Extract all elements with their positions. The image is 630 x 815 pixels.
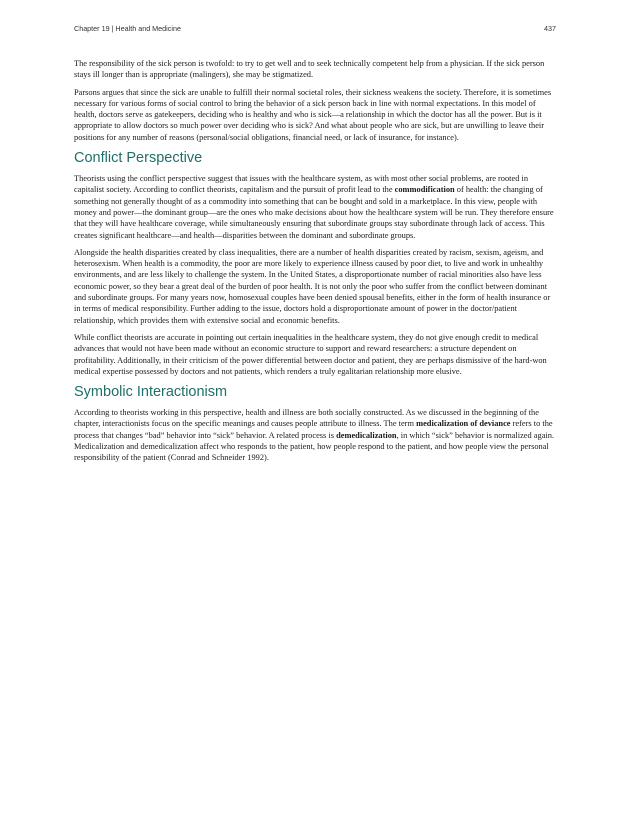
- page-number: 437: [544, 24, 556, 33]
- paragraph-medicalization: [74, 407, 556, 463]
- paragraph-sick-role-responsibility: The responsibility of the sick person is twofold: to try to get well and to seek technically competent help from a physician. If the sick person stays ill longer than is appropriate (malingers), she may be stigmatized.: [74, 59, 545, 80]
- key-term-medicalization-of-deviance: medicalization of deviance: [416, 419, 511, 429]
- chapter-title: Chapter 19 | Health and Medicine: [74, 24, 181, 33]
- paragraph-health-disparities: Alongside the health disparities created by class inequalities, there are a number of health disparities created by racism, sexism, ageism, and heterosexism. When health is a commodity, the poor are more likely to experience illness caused by poor diet, to live and work in unhealthy environments, and are less likely to challenge the system. In the United States, a disproportionate number of racial minorities also have less economic power, so they bear a great deal of the burden of poor health. It is not only the poor who suffer from the conflict between dominant and subordinate groups. For many years now, homosexual couples have been denied spousal benefits, either in the form of health insurance or in terms of medical responsibility. Further adding to the issue, doctors hold a disproportionate amount of power in the doctor/patient relationship, which provides them with extensive social and economic benefits.: [74, 247, 551, 325]
- text-run: refers to the process that changes “bad” behavior into “sick” behavior. A related process is: [74, 419, 553, 440]
- paragraph-conflict-critique: While conflict theorists are accurate in pointing out certain inequalities in the healthcare system, they do not give enough credit to medical advances that would not have been made without an economic structure to support and reward researchers: a structure dependent on profitability. Additionally, in their criticism of the power differential between doctor and patient, they are perhaps dismissive of the hard-won medical expertise possessed by doctors and not patients, which renders a truly egalitarian relationship more elusive.: [74, 332, 547, 376]
- heading-symbolic-interactionism: Symbolic Interactionism: [74, 384, 228, 401]
- text-run: , in which “sick” behavior is normalized again. Medicalization and demedicalization affect who responds to the patient, how people respond to the patient, and how people view the personal responsibility of the patient (Conrad and Schneider 1992).: [74, 430, 555, 463]
- running-header: [74, 24, 556, 33]
- text-run: of health: the changing of something not generally thought of as a commodity into something that can be bought and sold in a marketplace. In this view, people with money and power—the dominant group—are the ones who make decisions about how the healthcare system will be run. They therefore ensure that they will have healthcare coverage, while simultaneously ensuring that subordinate groups stay subordinate through lack of access. This creates significant healthcare—and health—disparities between the dominant and subordinate groups.: [74, 185, 554, 240]
- text-run: According to theorists working in this perspective, health and illness are both socially constructed. As we discussed in the beginning of the chapter, interactionists focus on the specific meanings and causes people attribute to illness. The term: [74, 408, 539, 429]
- paragraph-parsons-argument: Parsons argues that since the sick are unable to fulfill their normal societal roles, their sickness weakens the society. Therefore, it is sometimes necessary for various forms of social control to bring the behavior of a sick person back in line with normal expectations. In this model of health, doctors serve as gatekeepers, deciding who is healthy and who is sick—a relationship in which the doctor has all the power. But is it appropriate to allow doctors so much power over deciding who is sick? And what about people who are sick, but are unwilling to leave their positions for any number of reasons (personal/social obligations, financial need, or lack of insurance, for instance).: [74, 87, 552, 142]
- key-term-demedicalization: demedicalization: [336, 430, 397, 440]
- text-run: Theorists using the conflict perspective suggest that issues with the healthcare system, as with most other social problems, are rooted in capitalist society. According to conflict theorists, capitalism and the pursuit of profit lead to the: [74, 174, 529, 195]
- paragraph-conflict-commodification: [74, 173, 556, 241]
- main-content: [74, 58, 556, 470]
- key-term-commodification: commodification: [394, 185, 455, 195]
- heading-conflict-perspective: Conflict Perspective: [74, 150, 203, 167]
